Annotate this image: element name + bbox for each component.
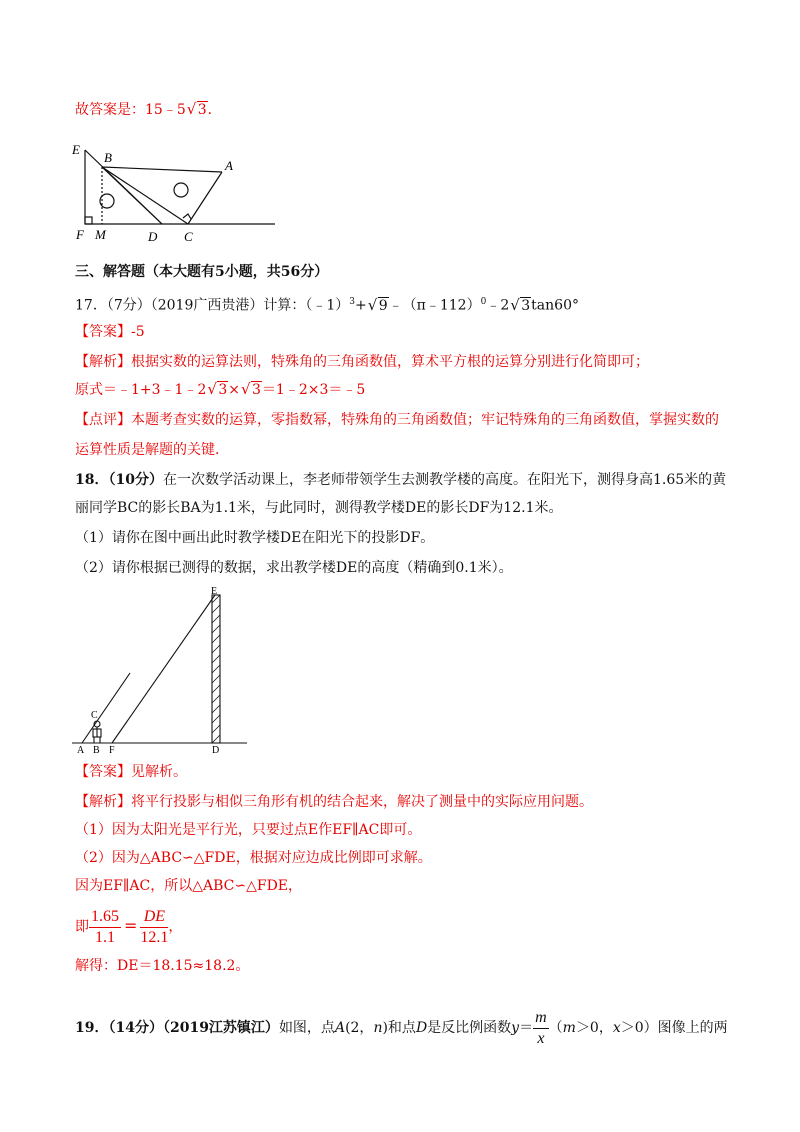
q18-solution-3: 因为EF∥AC，所以△ABC∽△FDE，	[75, 878, 303, 894]
section-3-title: 三、解答题（本大题有5小题，共56分）	[75, 264, 329, 280]
sqrt-symbol: √ 3	[511, 296, 531, 316]
q18-result: 解得：DE＝18.15≈18.2。	[75, 958, 250, 974]
fig2-label-A: A	[77, 745, 85, 755]
q18-item-1: （1）请你在图中画出此时教学楼DE在阳光下的投影DF。	[75, 530, 435, 546]
sqrt-symbol: √ 3	[242, 380, 262, 400]
previous-answer-line: 故答案是：15﹣5√ 3．	[75, 100, 222, 120]
fig1-label-E: E	[72, 142, 80, 157]
sqrt-symbol: √ 3	[188, 100, 208, 120]
fig1-label-A: A	[225, 158, 233, 173]
fig1-label-D: D	[148, 229, 158, 242]
q18-solution-1: （1）因为太阳光是平行光，只要过点E作EF∥AC即可。	[75, 822, 422, 838]
fig2-label-E: E	[211, 586, 218, 597]
q17-question: 17．（7分）（2019广西贵港）计算：（﹣1）$^3$+√ 9﹣（π﹣112）$^0$﹣2√ 3tan60°	[75, 292, 579, 316]
q18-question-line-1: 18．（10分）在一次数学活动课上，李老师带领学生去测教学楼的高度。在阳光下，测得身高1.65米的黄	[75, 472, 727, 488]
q17-working: 原式＝﹣1+3﹣1﹣2√ 3×√ 3＝1﹣2×3＝﹣5	[75, 380, 365, 400]
q17-analysis: 【解析】根据实数的运算法则，特殊角的三角函数值，算术平方根的运算分别进行化简即可；	[75, 354, 649, 370]
fraction-m-over-x: $\frac{m}{x}$	[535, 1008, 547, 1047]
figure-1	[70, 142, 290, 242]
q17-comment-line-2: 运算性质是解题的关键．	[75, 442, 229, 458]
q17-comment-line-1: 【点评】本题考查实数的运算，零指数幂，特殊角的三角函数值；牢记特殊角的三角函数值，掌握实数的	[75, 412, 719, 428]
fig1-label-M: M	[95, 227, 106, 242]
fig2-label-C: C	[91, 710, 98, 721]
fraction-2: $\frac{DE}{12.1}$	[140, 907, 169, 946]
fig1-label-B: B	[104, 150, 112, 165]
figure-2	[72, 585, 252, 755]
q18-answer: 【答案】见解析。	[75, 764, 187, 780]
q18-analysis: 【解析】将平行投影与相似三角形有机的结合起来，解决了测量中的实际应用问题。	[75, 794, 593, 810]
q18-item-2: （2）请你根据已测得的数据，求出教学楼DE的高度（精确到0.1米）。	[75, 560, 513, 576]
q19-question: 19．（14分）（2019江苏镇江）如图，点A(2，n)和点D是反比例函数y＝ $\frac{m}{x}$ （m＞0，x＞0）图像上的两	[75, 1008, 728, 1047]
fig2-label-B: B	[93, 745, 100, 755]
fig2-label-D: D	[212, 745, 220, 755]
q17-answer: 【答案】-5	[75, 324, 145, 340]
fig1-label-C: C	[184, 229, 193, 242]
sqrt-symbol: √ 9	[369, 296, 389, 316]
sqrt-symbol: √ 3	[208, 380, 228, 400]
q18-proportion: 即 $\frac{1.65}{1.1}$ = $\frac{DE}{12.1}$ ，	[75, 907, 183, 946]
fraction-1: $\frac{1.65}{1.1}$	[91, 907, 119, 946]
q18-question-line-2: 丽同学BC的影长BA为1.1米，与此同时，测得教学楼DE的影长DF为12.1米。	[75, 500, 563, 516]
fig2-label-F: F	[109, 745, 115, 755]
fig1-label-F: F	[76, 227, 84, 242]
q18-solution-2: （2）因为△ABC∽△FDE，根据对应边成比例即可求解。	[75, 850, 432, 866]
